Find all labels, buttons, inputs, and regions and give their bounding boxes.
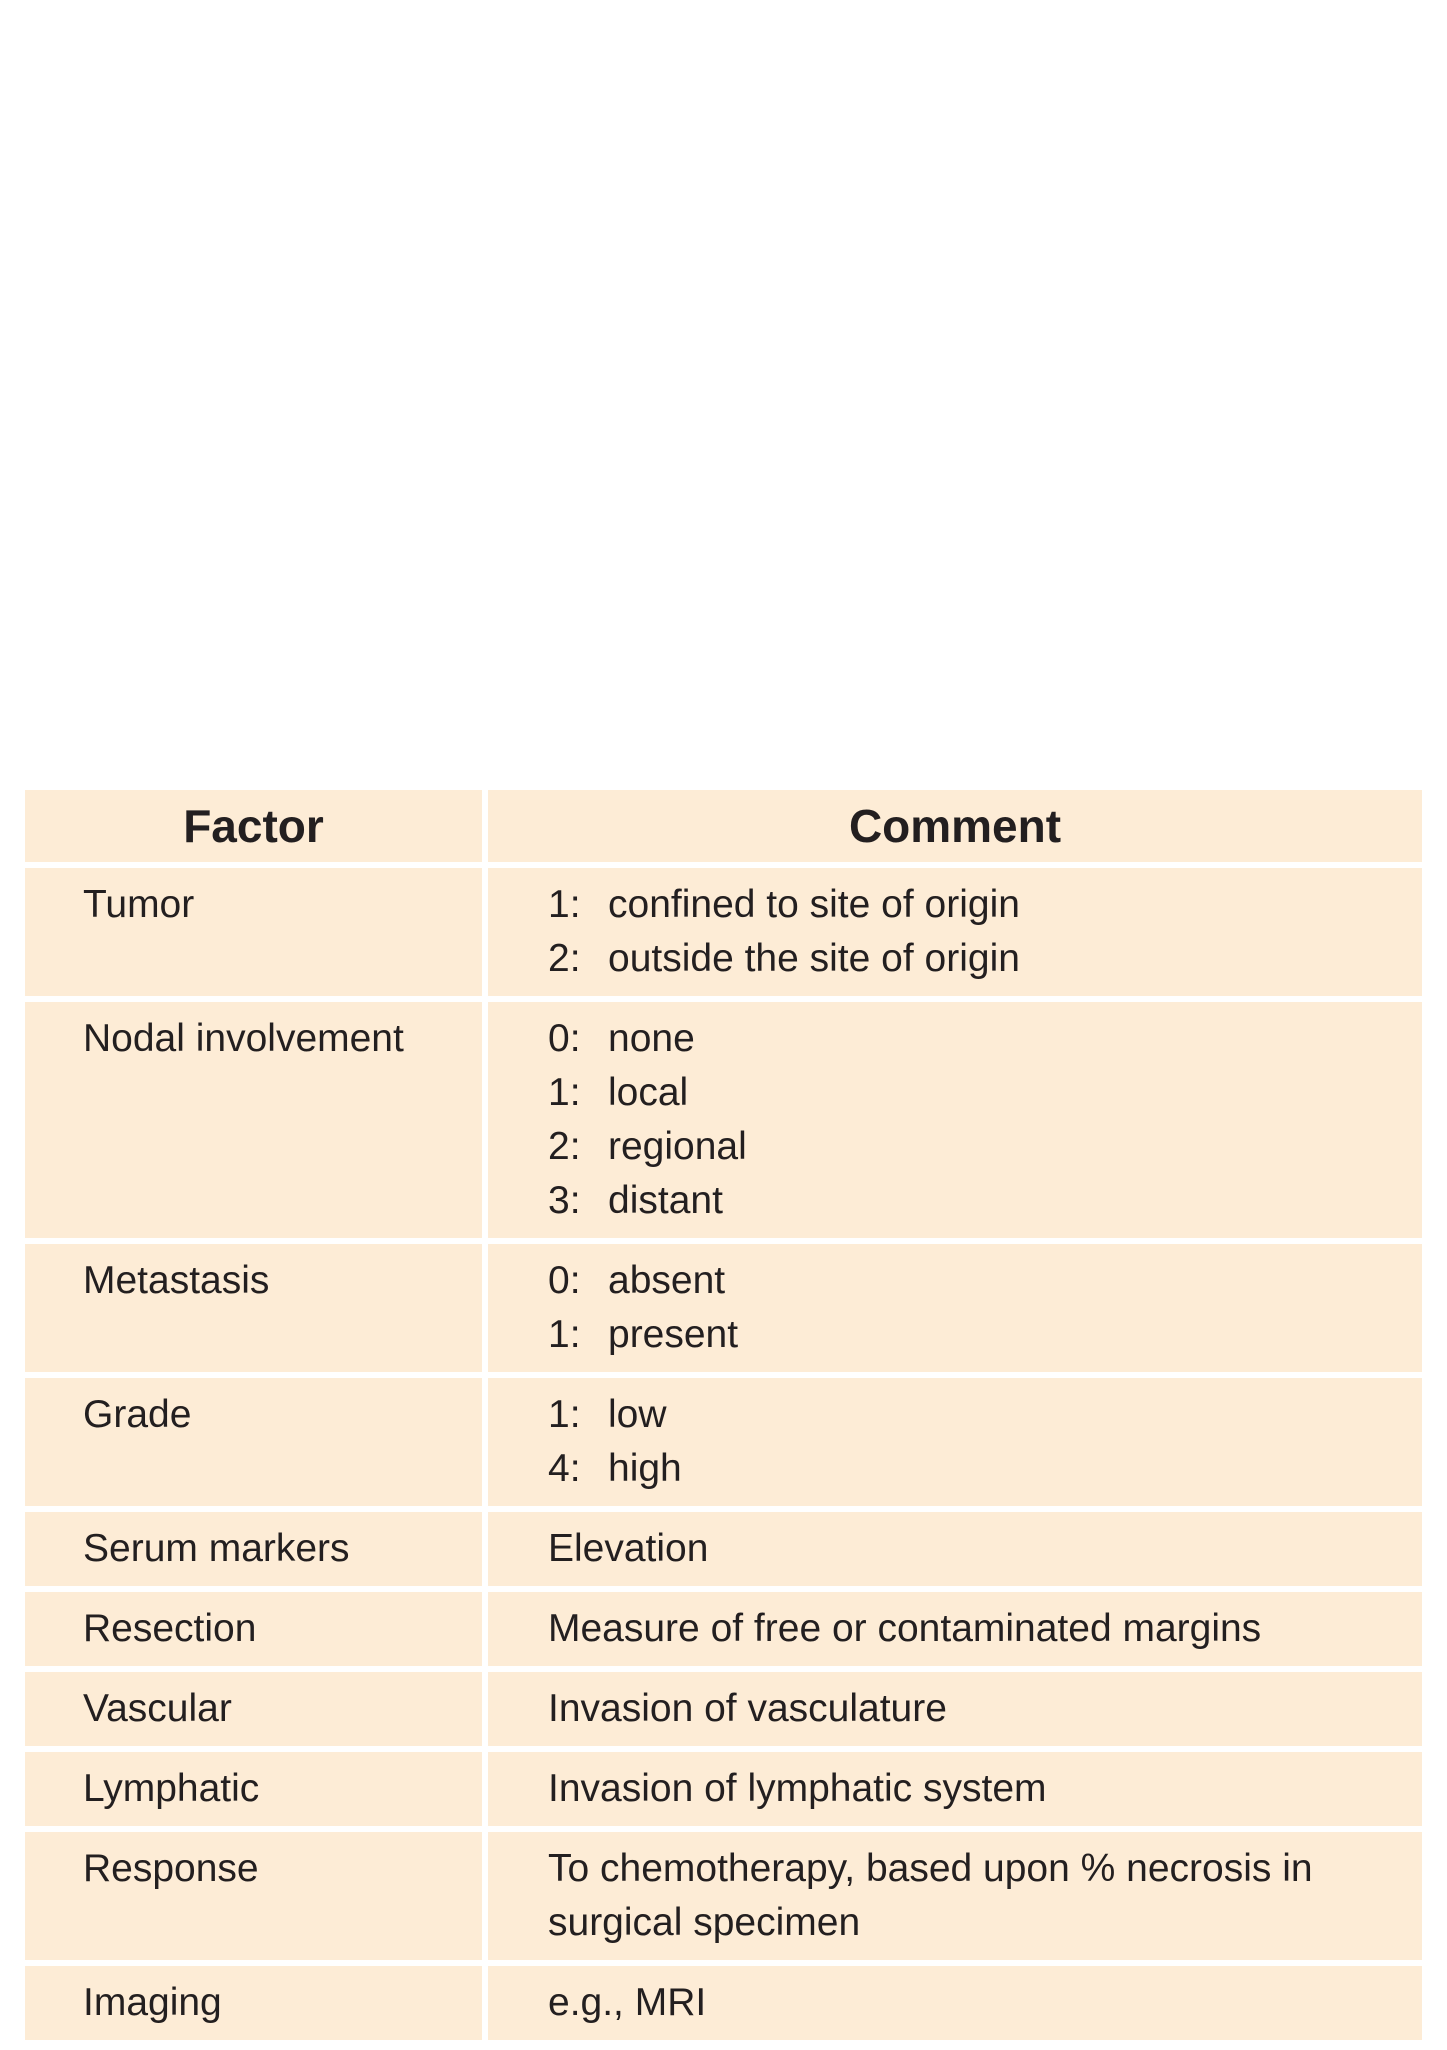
table-row — [25, 1002, 1422, 1238]
factor-cell: Response — [25, 1832, 482, 1960]
option-text: present — [608, 1313, 739, 1356]
factor-cell: Resection — [25, 1592, 482, 1666]
comment-cell: Invasion of vasculature — [488, 1672, 1422, 1746]
comment-option — [548, 1308, 1392, 1362]
option-text: high — [608, 1447, 682, 1490]
option-code: 0: — [548, 1259, 581, 1302]
table-row — [25, 1832, 1422, 1960]
comment-cell: Elevation — [488, 1512, 1422, 1586]
factor-table — [19, 784, 1428, 2046]
comment-cell — [488, 1378, 1422, 1506]
comment-column-header: Comment — [488, 790, 1422, 862]
comment-cell: To chemotherapy, based upon % necrosis in surgical specimen — [488, 1832, 1422, 1960]
option-code: 3: — [548, 1179, 581, 1222]
option-code: 2: — [548, 1125, 581, 1168]
option-text: confined to site of origin — [608, 883, 1020, 926]
factor-cell: Imaging — [25, 1966, 482, 2040]
comment-cell — [488, 1002, 1422, 1238]
comment-option — [548, 878, 1392, 932]
factor-cell: Serum markers — [25, 1512, 482, 1586]
comment-cell — [488, 868, 1422, 996]
option-text: outside the site of origin — [608, 937, 1020, 980]
comment-option — [548, 1012, 1392, 1066]
option-text: low — [608, 1393, 667, 1436]
table-body — [25, 868, 1422, 2040]
factor-table-container — [25, 790, 1422, 2040]
option-text: regional — [608, 1125, 747, 1168]
comment-cell: e.g., MRI — [488, 1966, 1422, 2040]
table-row — [25, 1752, 1422, 1826]
option-text: absent — [608, 1259, 726, 1302]
factor-cell: Grade — [25, 1378, 482, 1506]
comment-option — [548, 932, 1392, 986]
table-row — [25, 868, 1422, 996]
option-text: distant — [608, 1179, 723, 1222]
comment-cell — [488, 1244, 1422, 1372]
option-code: 1: — [548, 1071, 581, 1114]
comment-option — [548, 1066, 1392, 1120]
table-row — [25, 1672, 1422, 1746]
comment-option — [548, 1388, 1392, 1442]
option-code: 1: — [548, 883, 581, 926]
option-code: 1: — [548, 1313, 581, 1356]
table-row — [25, 1966, 1422, 2040]
comment-cell: Measure of free or contaminated margins — [488, 1592, 1422, 1666]
factor-cell: Lymphatic — [25, 1752, 482, 1826]
comment-cell: Invasion of lymphatic system — [488, 1752, 1422, 1826]
comment-option — [548, 1442, 1392, 1496]
table-header-row — [25, 790, 1422, 862]
table-row — [25, 1512, 1422, 1586]
factor-cell: Vascular — [25, 1672, 482, 1746]
comment-option — [548, 1120, 1392, 1174]
table-row — [25, 1378, 1422, 1506]
option-text: none — [608, 1017, 695, 1060]
option-code: 0: — [548, 1017, 581, 1060]
factor-cell: Tumor — [25, 868, 482, 996]
factor-column-header: Factor — [25, 790, 482, 862]
table-row — [25, 1244, 1422, 1372]
option-text: local — [608, 1071, 689, 1114]
option-code: 4: — [548, 1447, 581, 1490]
factor-cell: Nodal involvement — [25, 1002, 482, 1238]
comment-option — [548, 1174, 1392, 1228]
comment-option — [548, 1254, 1392, 1308]
factor-cell: Metastasis — [25, 1244, 482, 1372]
table-row — [25, 1592, 1422, 1666]
option-code: 1: — [548, 1393, 581, 1436]
option-code: 2: — [548, 937, 581, 980]
